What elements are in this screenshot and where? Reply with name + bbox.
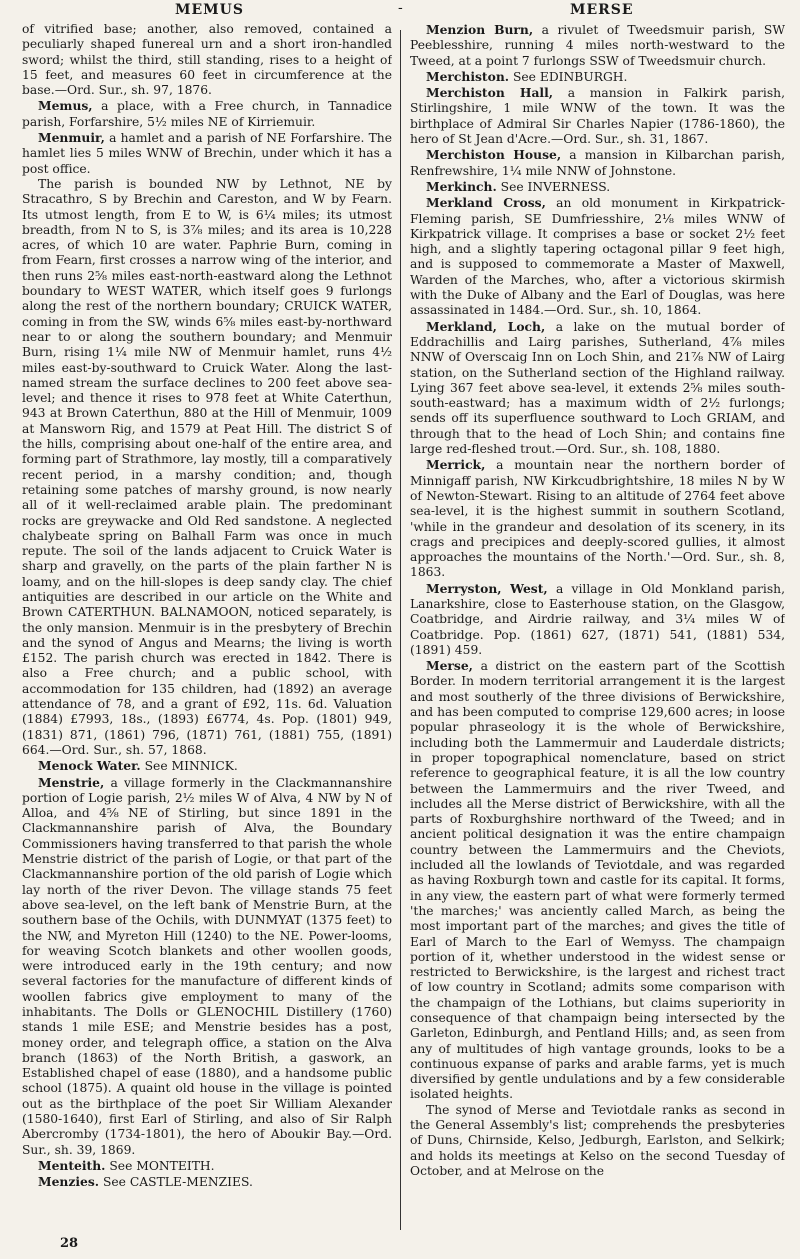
entry-paragraph — [410, 147, 785, 179]
entry-text: a rivulet of Tweedsmuir parish, SW Peeblesshire, running 4 miles north-westward to the Tweed, at a point 7 furlongs SSW of Tweedsmuir church. — [410, 23, 785, 68]
entry-paragraph — [22, 130, 392, 177]
entry-text: a place, with a Free church, in Tannadice parish, Forfarshire, 5½ miles NE of Kirriemuir. — [22, 99, 392, 129]
entry-text: a village formerly in the Clackmannanshire portion of Logie parish, 2½ miles W of Alva, 4 NW by N of Alloa, and 4⅝ NE of Stirling, but since 1891 in the Clackmannanshire parish of Alva, the Boundary Commissioners having transferred to that parish the whole Menstrie district of the parish of Logie, or that part of the Clackmannanshire portion of the old parish of Logie which lay north of the river Devon. The village stands 75 feet above sea-level, on the left bank of Menstrie Burn, at the southern base of the Ochils, with DUNMYAT (1375 feet) to the NW, and Myreton Hill (1240) to the NE. Power-looms, for weaving Scotch blankets and other woollen goods, were introduced early in the 19th century; and now several factories for the manufacture of different kinds of woollen fabrics give employment to many of the inhabitants. The Dolls or GLENOCHIL Distillery (1760) stands 1 mile ESE; and Menstrie besides has a post, money order, and telegraph office, a station on the Alva branch (1863) of the North British, a gaswork, an Established chapel of ease (1880), and a handsome public school (1875). A quaint old house in the village is pointed out as the birthplace of the poet Sir William Alexander (1580-1640), first Earl of Stirling, and also of Sir Ralph Abercromby (1734-1801), the hero of Aboukir Bay.—Ord. Sur., sh. 39, 1869. — [22, 775, 392, 1157]
entry-text: a hamlet and a parish of NE Forfarshire. The hamlet lies 5 miles WNW of Brechin, under which it has a post office. — [22, 131, 392, 176]
entry-paragraph — [410, 581, 785, 658]
entry-text: See MINNICK. — [140, 759, 238, 774]
entry-paragraph — [22, 775, 392, 1158]
entry-paragraph — [410, 195, 785, 318]
entry-paragraph — [410, 85, 785, 147]
entry-text: The parish is bounded NW by Lethnot, NE by Stracathro, S by Brechin and Careston, and W by Fearn. Its utmost length, from E to W, is 6¼ miles; its utmost breadth, from N to S, is 3⅞ miles; and its area is 10,228 acres, of which 10 are water. Paphrie Burn, coming in from Fearn, first crosses a narrow wing of the interior, and then runs 2⅝ miles east-north-eastward along the Lethnot boundary to WEST WATER, which itself goes 9 furlongs along the rest of the northern boundary; CRUICK WATER, coming in from the SW, winds 6⅝ miles east-by-northward near to or along the southern boundary; and Menmuir Burn, rising 1¼ mile NW of Menmuir hamlet, runs 4½ miles east-by-southward to Cruick Water. Along the last-named stream the surface declines to 200 feet above sea-level; and thence it rises to 978 feet at White Caterthun, 943 at Brown Caterthun, 880 at the Hill of Menmuir, 1009 at Mansworn Rig, and 1579 at Peat Hill. The district S of the hills, comprising about one-half of the entire area, and forming part of Strathmore, lay mostly, till a comparatively recent period, in a marshy condition; and, though retaining some patches of marshy ground, is now nearly all of it well-reclaimed arable plain. The predominant rocks are greywacke and Old Red sandstone. A neglected chalybeate spring on Balhall Farm was once in much repute. The soil of the lands adjacent to Cruick Water is sharp and gravelly, on the parts of the plain farther N is loamy, and on the hill-slopes is deep sandy clay. The chief antiquities are described in our article on the White and Brown CATERTHUN. BALNAMOON, noticed separately, is the only mansion. Menmuir is in the presbytery of Brechin and the synod of Angus and Mearns; the living is worth £152. The parish church was erected in 1842. There is also a Free church; and a public school, with accommodation for 135 children, had (1892) an average attendance of 78, and a grant of £92, 11s. 6d. Valuation (1884) £7993, 18s., (1893) £6774, 4s. Pop. (1801) 949, (1831) 871, (1861) 796, (1871) 761, (1881) 755, (1891) 664.—Ord. Sur., sh. 57, 1868. — [22, 176, 392, 757]
entry-term: Merryston, West, — [426, 580, 548, 596]
entry-text: a lake on the mutual border of Eddrachillis and Lairg parishes, Sutherland, 4⅞ miles NNW of Overscaig Inn on Loch Shin, and 21⅞ NW of Lairg station, on the Sutherland section of the Highland railway. Lying 367 feet above sea-level, it extends 2⅝ miles south-south-eastward; has a maximum width of 2½ furlongs; sends off its superfluence southward to Loch GRIAM, and through that to the head of Loch Shin; and contains fine large red-fleshed trout.—Ord. Sur., sh. 108, 1880. — [410, 319, 785, 457]
entry-paragraph — [410, 658, 785, 1103]
entry-paragraph — [410, 179, 785, 195]
entry-text: See EDINBURGH. — [509, 69, 628, 84]
entry-term: Merchiston House, — [426, 147, 562, 163]
entry-paragraph — [22, 1174, 392, 1190]
page-number: 28 — [60, 1236, 79, 1251]
entry-text: See MONTEITH. — [105, 1158, 215, 1173]
entry-text: a district on the eastern part of the Scottish Border. In modern territorial arrangement it is the largest and most southerly of the three divisions of Berwickshire, and has been computed to comprise 129,600 acres; in loose popular phraseology it is the whole of Berwickshire, including both the Lammermuir and Lauderdale districts; in proper topographical nomenclature, based on strict reference to geographical feature, it is all the low country between the Lammermuirs and the river Tweed, and includes all the Merse district of Berwickshire, with all the parts of Roxburghshire northward of the Tweed; and in ancient political designation it was the entire champaign country between the Lammermuirs and the Cheviots, included all the lowlands of Teviotdale, and was regarded as having Roxburgh town and castle for its capital. It forms, in any view, the eastern part of what were formerly termed 'the marches;' was anciently called March, as being the most important part of the marches; and gives the title of Earl of March to the Earl of Wemyss. The champaign portion of it, whether understood in the widest sense or restricted to Berwickshire, is the largest and richest tract of low country in Scotland; admits some comparison with the champaign of the Lothians, but claims superiority in consequence of that champaign being intersected by the Garleton, Edinburgh, and Pentland Hills; and, as seen from any of multitudes of high vantage grounds, looks to be a continuous expanse of parks and arable farms, yet is much diversified by gentle undulations and by a few considerable isolated heights. — [410, 659, 785, 1102]
entry-text: The synod of Merse and Teviotdale ranks as second in the General Assembly's list; comprehends the presbyteries of Duns, Chirnside, Kelso, Jedburgh, Earlston, and Selkirk; and holds its meetings at Kelso on the second Tuesday of October, and at Melrose on the — [410, 1102, 785, 1178]
entry-term: Merkland, Loch, — [426, 318, 546, 334]
column-divider — [400, 30, 401, 1230]
entry-term: Menzies. — [38, 1174, 100, 1190]
entry-paragraph — [22, 177, 392, 758]
entry-text: a village in Old Monkland parish, Lanarkshire, close to Easterhouse station, on the Glasgow, Coatbridge, and Airdrie railway, and 3¼ miles W of Coatbridge. Pop. (1861) 627, (1871) 541, (1881) 534, (1891) 459. — [410, 581, 785, 657]
entry-term: Merkinch. — [426, 178, 497, 194]
entry-term: Menock Water. — [38, 758, 141, 774]
entry-term: Memus, — [38, 98, 93, 114]
entry-text: See INVERNESS. — [496, 179, 611, 194]
entry-text: a mansion in Falkirk parish, Stirlingshire, 1 mile WNW of the town. It was the birthplace of Admiral Sir Charles Napier (1786-1860), the hero of St Jean d'Acre.—Ord. Sur., sh. 31, 1867. — [410, 86, 785, 147]
entry-term: Merkland Cross, — [426, 195, 546, 211]
entry-text: of vitrified base; another, also removed, contained a peculiarly shaped funereal urn and a short iron-handled sword; whilst the third, still standing, rises to a height of 15 feet, and measures 60 feet in circumference at the base.—Ord. Sur., sh. 97, 1876. — [22, 22, 392, 98]
entry-term: Menstrie, — [38, 774, 105, 790]
entry-text: a mansion in Kilbarchan parish, Renfrewshire, 1¼ mile NNW of Johnstone. — [410, 148, 785, 178]
entry-paragraph — [410, 69, 785, 85]
entry-paragraph — [410, 457, 785, 580]
entry-term: Merrick, — [426, 457, 486, 473]
entry-paragraph — [22, 1158, 392, 1174]
left-column — [22, 22, 392, 1240]
entry-term: Merchiston. — [426, 68, 510, 84]
header-separator: - — [398, 0, 403, 16]
right-column — [410, 22, 785, 1240]
entry-paragraph — [410, 319, 785, 458]
running-head-right: MERSE — [570, 2, 634, 18]
entry-text: an old monument in Kirkpatrick-Fleming parish, SE Dumfriesshire, 2⅛ miles WNW of Kirkpatrick village. It comprises a base or socket 2½ feet high, and a slightly tapering octagonal pillar 9 feet high, and is supposed to commemorate a Master of Maxwell, Warden of the Marches, who, after a victorious skirmish with the Duke of Albany and the Earl of Douglas, was here assassinated in 1484.—Ord. Sur., sh. 10, 1864. — [410, 196, 785, 318]
entry-paragraph — [22, 758, 392, 774]
entry-text: See CASTLE-MENZIES. — [99, 1175, 253, 1190]
entry-paragraph — [410, 1103, 785, 1179]
page-header — [0, 0, 800, 22]
entry-text: a mountain near the northern border of Minnigaff parish, NW Kirkcudbrightshire, 18 miles N by W of Newton-Stewart. Rising to an altitude of 2764 feet above sea-level, it is the highest summit in southern Scotland, 'while in the grandeur and desolation of its scenery, in its crags and precipices and deeply-scored gullies, it almost approaches the mountains of the North.'—Ord. Sur., sh. 8, 1863. — [410, 458, 785, 580]
entry-term: Menteith. — [38, 1157, 106, 1173]
running-head-left: MEMUS — [175, 2, 244, 18]
entry-term: Merse, — [426, 658, 473, 674]
entry-paragraph — [410, 22, 785, 69]
entry-term: Menzion Burn, — [426, 22, 534, 37]
entry-term: Merchiston Hall, — [426, 85, 554, 101]
entry-paragraph — [22, 22, 392, 98]
entry-paragraph — [22, 98, 392, 130]
entry-term: Menmuir, — [38, 130, 105, 146]
